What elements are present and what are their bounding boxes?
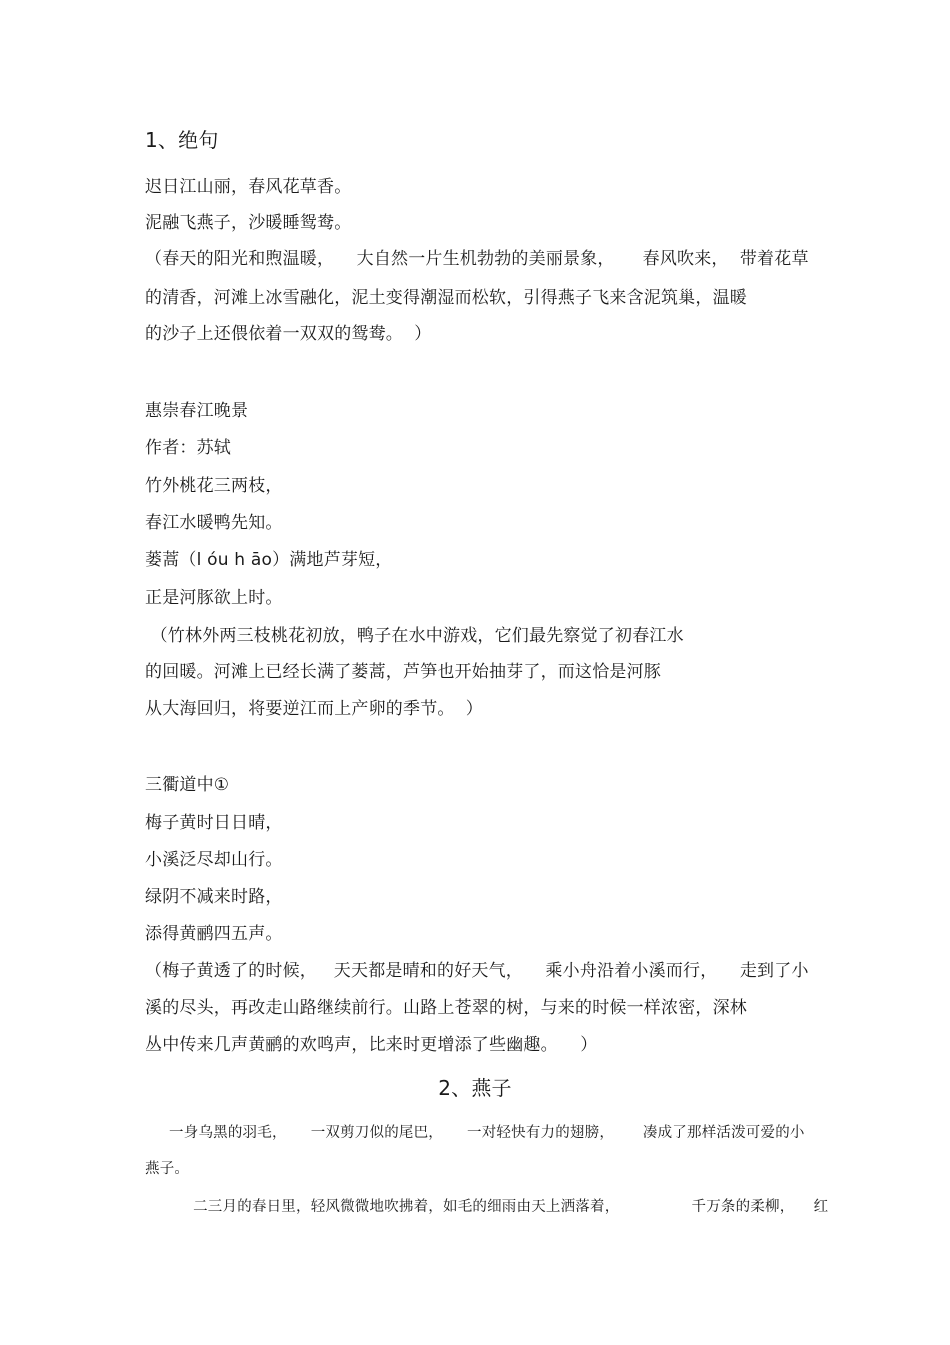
poem-line: 蒌蒿（l óu h āo）满地芦芽短，: [145, 550, 393, 570]
poem-line: 正是河豚欲上时。: [145, 588, 283, 608]
poem-author: 作者：苏轼: [145, 438, 231, 458]
poem-line: 迟日江山丽，春风花草香。: [145, 177, 352, 197]
poem-line: 小溪泛尽却山行。: [145, 850, 283, 870]
paragraph-line: 一身乌黑的羽毛， 一双剪刀似的尾巴， 一对轻快有力的翅膀， 凑成了那样活泼可爱的小: [145, 1125, 805, 1141]
poem-note-line: 丛中传来几声黄鹂的欢鸣声，比来时更增添了些幽趣。 ）: [145, 1035, 598, 1055]
poem-line: 泥融飞燕子，沙暖睡鸳鸯。: [145, 213, 352, 233]
poem-note-line: （春天的阳光和煦温暖， 大自然一片生机勃勃的美丽景象， 春风吹来， 带着花草: [145, 249, 809, 269]
section-heading-jueju: 1、绝句: [145, 128, 219, 152]
poem-note-line: （梅子黄透了的时候， 天天都是晴和的好天气， 乘小舟沿着小溪而行， 走到了小: [145, 961, 809, 981]
poem-line: 添得黄鹂四五声。: [145, 924, 283, 944]
poem-line: 春江水暖鸭先知。: [145, 513, 283, 533]
paragraph-line: 二三月的春日里，轻风微微地吹拂着，如毛的细雨由天上洒落着， 千万条的柔柳， 红: [145, 1199, 829, 1215]
poem-note-line: 的沙子上还偎依着一双双的鸳鸯。 ）: [145, 324, 432, 344]
poem-note-line: 溪的尽头，再改走山路继续前行。山路上苍翠的树，与来的时候一样浓密，深林: [145, 998, 747, 1018]
paragraph-line: 燕子。: [145, 1161, 190, 1177]
poem-title: 惠崇春江晚景: [145, 401, 249, 421]
poem-line: 梅子黄时日日晴，: [145, 813, 283, 833]
poem-line: 绿阴不减来时路，: [145, 887, 283, 907]
poem-note-line: 的清香，河滩上冰雪融化，泥土变得潮湿而松软，引得燕子飞来含泥筑巢，温暖: [145, 288, 747, 308]
section-heading-yanzi: 2、燕子: [438, 1076, 512, 1100]
poem-note-line: 从大海回归，将要逆江而上产卵的季节。 ）: [145, 699, 484, 719]
poem-title: 三衢道中①: [145, 775, 230, 795]
poem-note-line: 的回暖。河滩上已经长满了蒌蒿，芦笋也开始抽芽了，而这恰是河豚: [145, 662, 661, 682]
poem-line: 竹外桃花三两枝，: [145, 476, 283, 496]
poem-note-line: （竹林外两三枝桃花初放，鸭子在水中游戏，它们最先察觉了初春江水: [145, 626, 684, 646]
